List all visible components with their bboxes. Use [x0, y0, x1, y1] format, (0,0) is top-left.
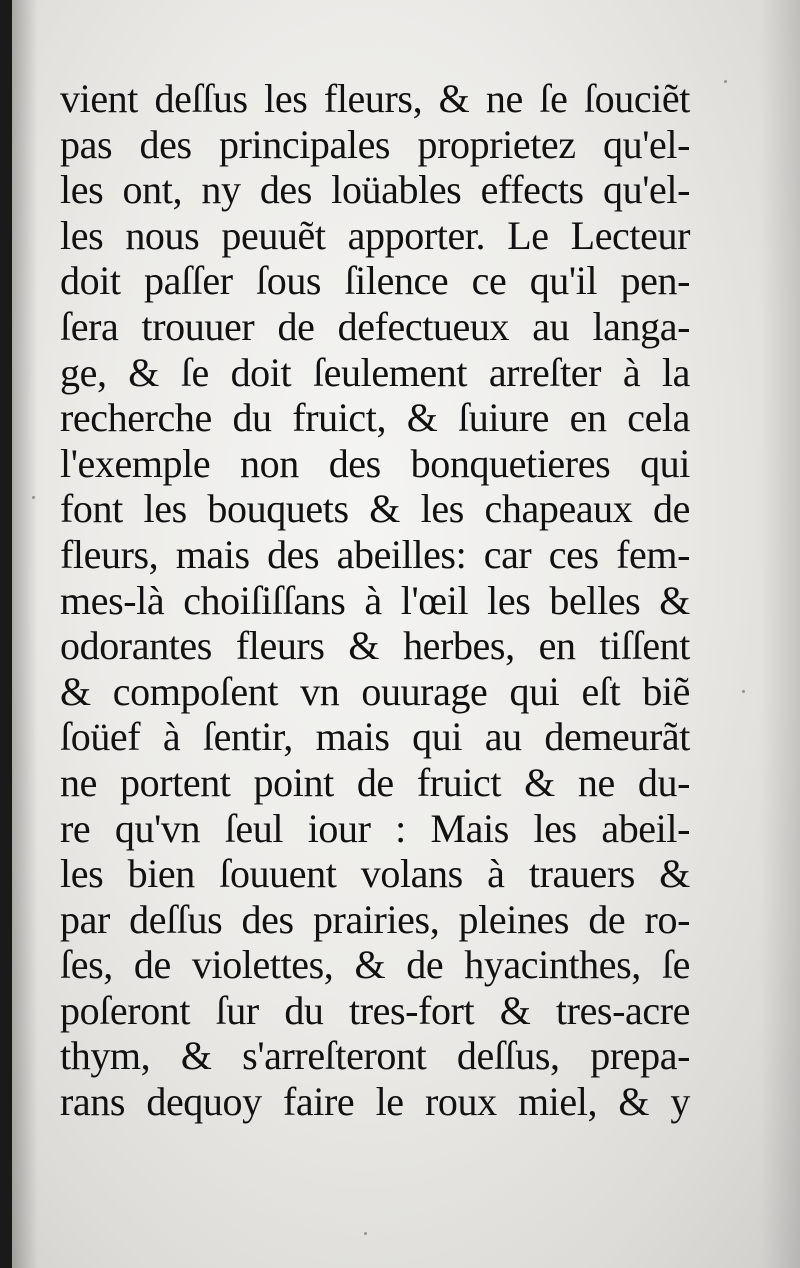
text-line: pas des principales proprietez qu'el-	[60, 121, 690, 167]
paper-speck	[364, 1232, 367, 1235]
text-line: fleurs, mais des abeilles: car ces fem-	[60, 531, 690, 577]
text-line: re qu'vn ſeul iour : Mais les abeil-	[60, 805, 690, 851]
text-line: l'exemple non des bonquetieres qui	[60, 440, 690, 486]
text-line: ſera trouuer de defectueux au langa-	[60, 303, 690, 349]
paper-speck	[32, 496, 35, 499]
text-line: ſes, de violettes, & de hyacinthes, ſe	[60, 942, 690, 988]
paper-speck	[742, 690, 745, 693]
text-line: les ont, ny des loüables effects qu'el-	[60, 167, 690, 213]
text-line: vient deſſus les fleurs, & ne ſe ſouciẽt	[60, 76, 690, 121]
text-line: doit paſſer ſous ſilence ce qu'il pen-	[60, 258, 690, 304]
body-text	[60, 76, 690, 1125]
text-line: mes-là choiſiſſans à l'œil les belles &	[60, 577, 690, 623]
text-line: les nous peuuẽt apporter. Le Lecteur	[60, 212, 690, 258]
text-line: ge, & ſe doit ſeulement arreſter à la	[60, 349, 690, 395]
text-line: ſoüef à ſentir, mais qui au demeurãt	[60, 714, 690, 760]
text-line: par deſſus des prairies, pleines de ro-	[60, 896, 690, 942]
text-line: rans dequoy faire le roux miel, & y	[60, 1079, 690, 1125]
text-line: thym, & s'arreſteront deſſus, prepa-	[60, 1033, 690, 1079]
text-line: & compoſent vn ouurage qui eſt biẽ	[60, 668, 690, 714]
paper-sheet	[12, 0, 800, 1268]
text-line: odorantes fleurs & herbes, en tiſſent	[60, 623, 690, 669]
text-line: les bien ſouuent volans à trauers &	[60, 851, 690, 897]
text-line: recherche du fruict, & ſuiure en cela	[60, 395, 690, 441]
text-line: font les bouquets & les chapeaux de	[60, 486, 690, 532]
paper-speck	[724, 80, 727, 83]
text-line: poſeront ſur du tres-fort & tres-acre	[60, 987, 690, 1033]
text-line: ne portent point de fruict & ne du-	[60, 759, 690, 805]
